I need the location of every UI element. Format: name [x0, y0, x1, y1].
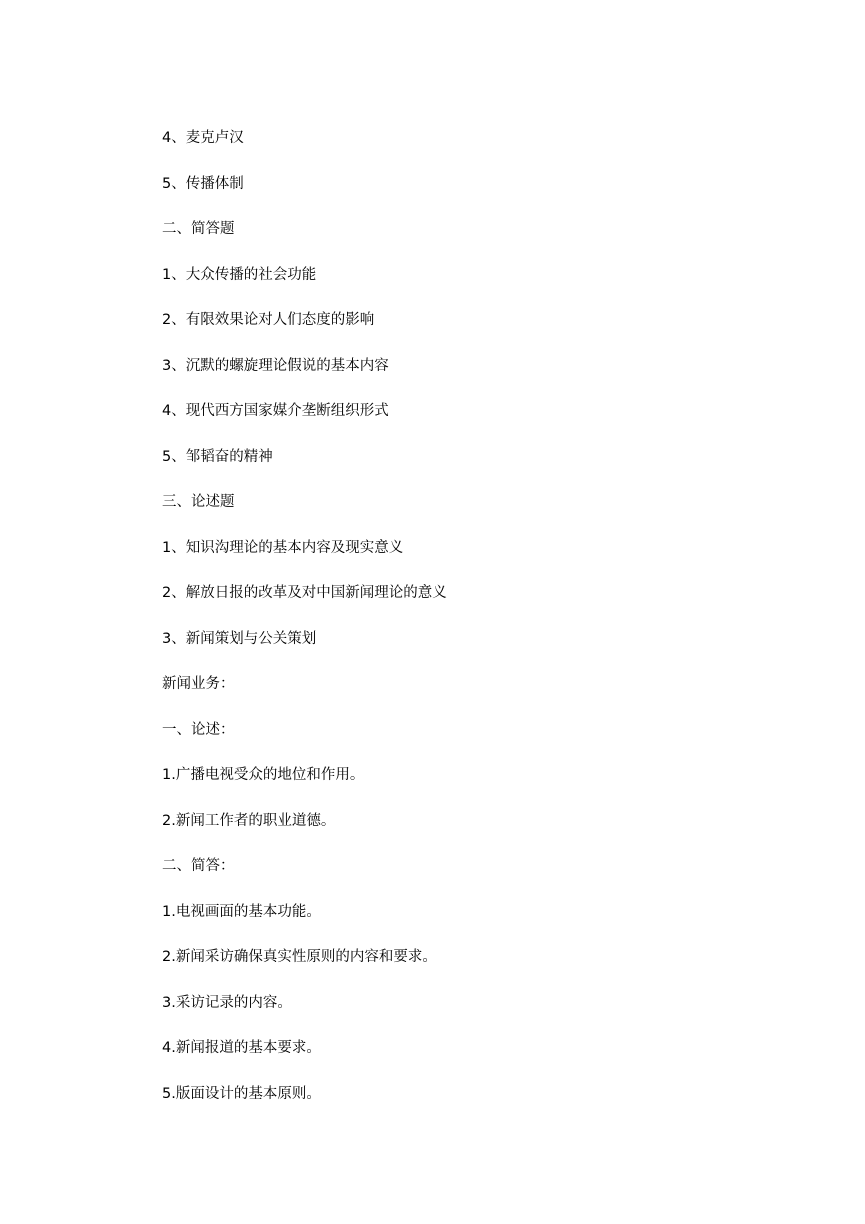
list-item: 4.新闻报道的基本要求。: [162, 1040, 321, 1056]
list-item: 1、大众传播的社会功能: [162, 266, 317, 283]
list-item: 1、知识沟理论的基本内容及现实意义: [162, 539, 404, 556]
section-heading: 二、简答：: [162, 858, 235, 874]
section-heading: 一、论述：: [162, 721, 235, 738]
section-heading: 三、论述题: [162, 494, 235, 510]
list-item: 5、邹韬奋的精神: [162, 448, 273, 465]
category-heading: 新闻业务：: [162, 676, 235, 692]
list-item: 2、有限效果论对人们态度的影响: [162, 312, 375, 328]
list-item: 2.新闻采访确保真实性原则的内容和要求。: [162, 949, 437, 965]
list-item: 2.新闻工作者的职业道德。: [162, 812, 336, 829]
list-item: 3.采访记录的内容。: [162, 994, 292, 1011]
list-item: 2、解放日报的改革及对中国新闻理论的意义: [162, 585, 447, 601]
section-heading: 二、简答题: [162, 221, 235, 237]
list-item: 3、新闻策划与公关策划: [162, 630, 317, 647]
list-item: 5.版面设计的基本原则。: [162, 1085, 321, 1102]
list-item: 1.广播电视受众的地位和作用。: [162, 767, 365, 783]
list-item: 1.电视画面的基本功能。: [162, 903, 321, 920]
list-item: 4、麦克卢汉: [162, 130, 244, 146]
list-item: 5、传播体制: [162, 175, 244, 192]
list-item: 4、现代西方国家媒介垄断组织形式: [162, 403, 389, 419]
document-body: [162, 127, 802, 1128]
list-item: 3、沉默的螺旋理论假说的基本内容: [162, 357, 389, 374]
